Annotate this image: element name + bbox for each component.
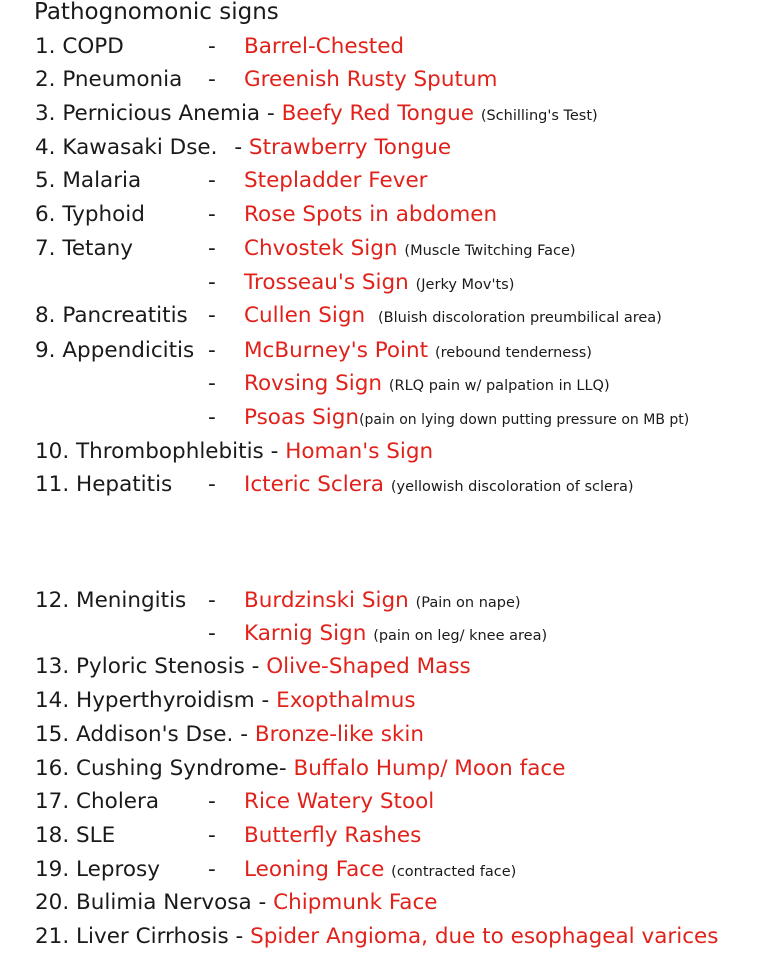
condition-label: 17. Cholera <box>35 789 160 814</box>
condition-label: 18. SLE <box>35 823 116 848</box>
sign-note: (Schilling's Test) <box>480 108 598 124</box>
list-item <box>35 686 755 716</box>
separator-dash: - <box>235 924 244 949</box>
sign-text: Karnig Sign <box>244 621 367 646</box>
separator-dash: - <box>208 857 216 882</box>
condition-label: 20. Bulimia Nervosa <box>35 890 252 915</box>
sign-text: Butterfly Rashes <box>244 823 422 848</box>
condition-label: 21. Liver Cirrhosis <box>35 924 229 949</box>
sign-text: McBurney's Point <box>244 338 429 363</box>
separator-dash: - <box>266 101 275 126</box>
condition-label: 8. Pancreatitis <box>35 303 188 328</box>
sign-text: Trosseau's Sign <box>244 270 409 295</box>
list-item <box>35 821 755 851</box>
condition-label: 19. Leprosy <box>35 857 160 882</box>
sign-text: Icteric Sclera <box>244 472 384 497</box>
sign-note: (Pain on nape) <box>415 595 521 611</box>
separator-dash: - <box>234 135 243 160</box>
separator-dash: - <box>208 270 216 295</box>
separator-dash: - <box>208 303 216 328</box>
condition-label: 11. Hepatitis <box>35 472 173 497</box>
sign-text: Spider Angioma, due to esophageal varices <box>250 924 719 949</box>
list-item <box>35 234 755 264</box>
separator-dash: - <box>208 202 216 227</box>
sign-note: (contracted face) <box>391 864 517 880</box>
sign-group <box>244 301 662 333</box>
sign-text: Beefy Red Tongue <box>281 101 474 126</box>
condition-label: 7. Tetany <box>35 236 134 261</box>
separator-dash: - <box>208 789 216 814</box>
sign-note: (Muscle Twitching Face) <box>404 243 576 259</box>
condition-label: 6. Typhoid <box>35 202 145 227</box>
sign-text: Homan's Sign <box>285 439 434 464</box>
sign-text: Psoas Sign <box>244 405 360 430</box>
sign-group <box>244 336 592 368</box>
sign-text: Chvostek Sign <box>244 236 398 261</box>
list-item <box>35 720 755 750</box>
sign-note: (Jerky Mov'ts) <box>415 277 515 293</box>
list-item <box>35 619 755 649</box>
sign-text: Bronze-like skin <box>254 722 424 747</box>
sign-text: Greenish Rusty Sputum <box>244 67 498 92</box>
condition-label: 2. Pneumonia <box>35 67 183 92</box>
sign-note: (pain on lying down putting pressure on MB pt) <box>359 412 690 428</box>
condition-label: 4. Kawasaki Dse. <box>35 135 218 160</box>
list-item <box>35 65 755 95</box>
list-item <box>35 922 755 952</box>
separator-dash: - <box>208 236 216 261</box>
list-item <box>35 586 755 616</box>
condition-label: 3. Pernicious Anemia <box>35 101 261 126</box>
list-item <box>35 32 755 62</box>
sign-group <box>244 470 633 502</box>
separator-dash: - <box>208 823 216 848</box>
sign-note: (rebound tenderness) <box>434 345 592 361</box>
sign-text: Chipmunk Face <box>273 890 438 915</box>
sign-group <box>244 268 514 300</box>
list-item <box>35 133 755 163</box>
sign-text: Barrel-Chested <box>244 34 405 59</box>
list-item <box>35 336 755 366</box>
sign-group <box>244 855 516 887</box>
list-item <box>35 166 755 196</box>
sign-text: Rice Watery Stool <box>244 789 435 814</box>
list-item <box>35 268 755 298</box>
list-item <box>35 301 755 331</box>
list-item <box>35 787 755 817</box>
sign-note: (pain on leg/ knee area) <box>373 628 548 644</box>
sign-group <box>244 369 610 401</box>
separator-dash: - <box>208 34 216 59</box>
separator-dash: - <box>208 67 216 92</box>
separator-dash: - <box>258 890 267 915</box>
separator-dash: - <box>208 588 216 613</box>
list-item <box>35 855 755 885</box>
separator-dash: - <box>240 722 248 747</box>
sign-text: Strawberry Tongue <box>248 135 452 160</box>
sign-text: Buffalo Hump/ Moon face <box>293 756 566 781</box>
condition-label: 12. Meningitis <box>35 588 187 613</box>
separator-dash: - <box>208 338 216 363</box>
sign-group <box>244 619 547 651</box>
separator-dash: - <box>208 472 216 497</box>
sign-text: Stepladder Fever <box>244 168 428 193</box>
sign-text: Rovsing Sign <box>244 371 383 396</box>
list-item <box>35 99 755 129</box>
sign-note: (Bluish discoloration preumbilical area) <box>378 310 662 326</box>
sign-group <box>244 586 521 618</box>
condition-label: 5. Malaria <box>35 168 142 193</box>
condition-label: 13. Pyloric Stenosis <box>35 654 245 679</box>
sign-text: Rose Spots in abdomen <box>244 202 498 227</box>
list-item <box>35 403 755 433</box>
sign-note: (RLQ pain w/ palpation in LLQ) <box>388 378 610 394</box>
sign-text: Exopthalmus <box>276 688 416 713</box>
list-item <box>35 470 755 500</box>
list-item <box>35 888 755 918</box>
condition-label: 15. Addison's Dse. <box>35 722 234 747</box>
condition-label: 14. Hyperthyroidism <box>35 688 255 713</box>
sign-group <box>244 403 689 435</box>
separator-dash: - <box>208 371 216 396</box>
list-item <box>35 437 755 467</box>
separator-dash: - <box>251 654 260 679</box>
separator-dash: - <box>208 405 216 430</box>
separator-dash: - <box>270 439 279 464</box>
condition-label: 16. Cushing Syndrome- <box>35 756 287 781</box>
condition-label: 9. Appendicitis <box>35 338 195 363</box>
separator-dash: - <box>208 168 216 193</box>
sign-note: (yellowish discoloration of sclera) <box>390 479 634 495</box>
condition-label: 10. Thrombophlebitis <box>35 439 264 464</box>
sign-text: Olive-Shaped Mass <box>266 654 471 679</box>
list-item <box>35 754 755 784</box>
separator-dash: - <box>208 621 216 646</box>
sign-text: Burdzinski Sign <box>244 588 409 613</box>
condition-label: 1. COPD <box>35 34 124 59</box>
list-item <box>35 652 755 682</box>
sign-group <box>244 234 576 266</box>
sign-text: Cullen Sign <box>244 303 366 328</box>
sign-text: Leoning Face <box>244 857 385 882</box>
list-item <box>35 369 755 399</box>
separator-dash: - <box>261 688 270 713</box>
page-title: Pathognomonic signs <box>34 0 279 25</box>
list-item <box>35 200 755 230</box>
